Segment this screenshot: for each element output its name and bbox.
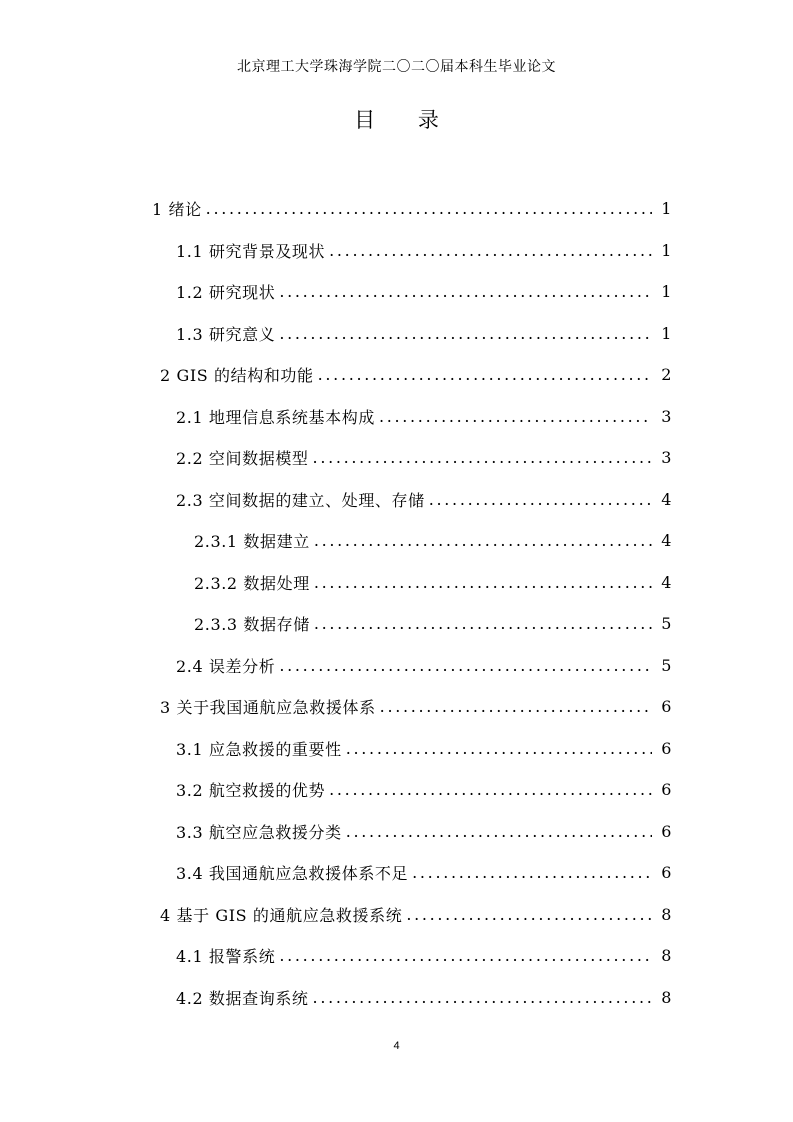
toc-entry[interactable] [0,437,793,479]
toc-entry[interactable] [0,520,793,562]
toc-page-number: 4 [661,489,672,509]
toc-entry[interactable] [0,811,793,853]
toc-dot-leader [380,697,652,716]
toc-dot-leader [412,863,652,882]
toc-entry-title: 2.3 空间数据的建立、处理、存储 [176,490,425,510]
toc-page-number: 1 [661,240,672,260]
toc-entry-title: 1.1 研究背景及现状 [176,241,326,261]
toc-entry[interactable] [0,852,793,894]
toc-entry[interactable] [0,354,793,396]
footer-page-number: 4 [393,1040,400,1052]
toc-entry-title: 2.4 误差分析 [176,656,276,676]
toc-dot-leader [314,573,652,592]
toc-dot-leader [318,365,652,384]
toc-entry[interactable] [0,562,793,604]
toc-entry-title: 4 基于 GIS 的通航应急救援系统 [160,905,403,925]
toc-dot-leader [279,946,652,965]
toc-entry[interactable] [0,230,793,272]
running-header: 北京理工大学珠海学院二〇二〇届本科生毕业论文 [237,59,556,75]
toc-dot-leader [329,780,652,799]
toc-entry-title: 2.3.2 数据处理 [194,573,310,593]
toc-page-number: 8 [661,904,672,924]
toc-entry-title: 3 关于我国通航应急救援体系 [160,698,376,718]
toc-page-number: 4 [661,572,672,592]
toc-entry[interactable] [0,894,793,936]
toc-entry-title: 3.2 航空救援的优势 [176,781,326,801]
toc-page-number: 6 [661,738,672,758]
toc-entry[interactable] [0,645,793,687]
toc-entry[interactable] [0,271,793,313]
toc-entry-title: 2.3.1 数据建立 [194,532,310,552]
toc-entry-title: 1.2 研究现状 [176,283,276,303]
toc-entry[interactable] [0,313,793,355]
toc-entry[interactable] [0,686,793,728]
toc-dot-leader [329,241,652,260]
toc-entry[interactable] [0,188,793,230]
toc-page-number: 1 [661,282,672,302]
toc-page-number: 1 [661,199,672,219]
toc-page-number: 6 [661,821,672,841]
toc-entry-title: 2.2 空间数据模型 [176,449,309,469]
toc-dot-leader [406,905,652,924]
toc-page-number: 5 [661,655,672,675]
toc-dot-leader [279,324,652,343]
toc-entry-title: 3.1 应急救援的重要性 [176,739,342,759]
toc-entry-title: 3.3 航空应急救援分类 [176,822,342,842]
toc-entry-title: 4.1 报警系统 [176,947,276,967]
toc-page-number: 6 [661,780,672,800]
toc-dot-leader [314,531,652,550]
toc-entry-title: 2.3.3 数据存储 [194,615,310,635]
toc-page-number: 8 [661,987,672,1007]
toc-page-number: 3 [661,448,672,468]
toc-dot-leader [346,739,652,758]
toc-page-number: 8 [661,946,672,966]
toc-dot-leader [279,282,652,301]
toc-page-number: 3 [661,406,672,426]
toc-dot-leader [313,448,652,467]
toc-entry-title: 3.4 我国通航应急救援体系不足 [176,864,409,884]
toc-dot-leader [279,656,652,675]
toc-page-number: 6 [661,697,672,717]
toc-entry-title: 2.1 地理信息系统基本构成 [176,407,375,427]
toc-entry[interactable] [0,479,793,521]
toc-page-number: 2 [661,365,672,385]
toc-entry[interactable] [0,603,793,645]
toc-entry[interactable] [0,728,793,770]
toc-dot-leader [379,407,652,426]
toc-dot-leader [429,490,652,509]
toc-entry-title: 4.2 数据查询系统 [176,988,309,1008]
toc-entry[interactable] [0,396,793,438]
toc-entry[interactable] [0,935,793,977]
table-of-contents [0,188,793,1018]
toc-page-number: 4 [661,531,672,551]
toc-entry-title: 2 GIS 的结构和功能 [160,366,314,386]
toc-page-number: 6 [661,863,672,883]
page-title: 目 录 [354,108,457,132]
toc-entry[interactable] [0,769,793,811]
toc-dot-leader [206,199,652,218]
toc-dot-leader [313,988,652,1007]
toc-entry-title: 1.3 研究意义 [176,324,276,344]
toc-entry-title: 1 绪论 [152,200,202,220]
toc-entry[interactable] [0,977,793,1019]
toc-dot-leader [346,822,652,841]
toc-page-number: 1 [661,323,672,343]
toc-dot-leader [314,614,652,633]
toc-page-number: 5 [661,614,672,634]
